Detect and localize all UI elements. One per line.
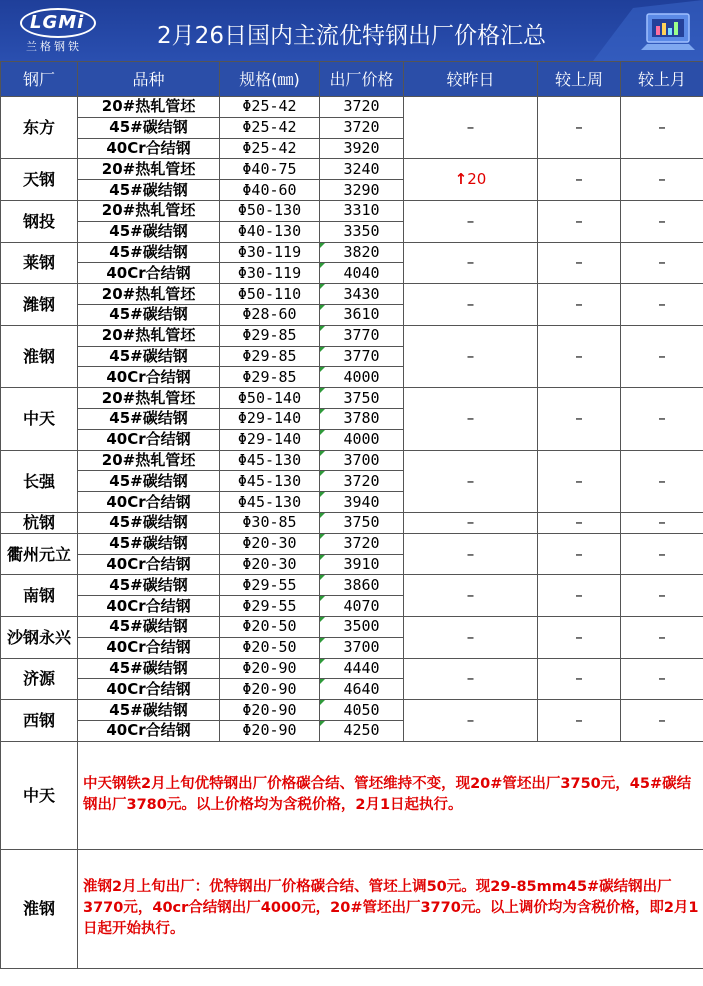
vs-yesterday-cell: – — [404, 533, 538, 575]
column-header-product: 品种 — [78, 62, 220, 97]
product-cell: 45#碳结钢 — [78, 117, 220, 138]
product-cell: 40Cr合结钢 — [78, 367, 220, 388]
price-cell: 3780 — [320, 408, 404, 429]
product-cell: 20#热轧管坯 — [78, 450, 220, 471]
price-cell: 3720 — [320, 471, 404, 492]
price-cell: 3750 — [320, 388, 404, 409]
product-cell: 40Cr合结钢 — [78, 554, 220, 575]
spec-cell: Φ20-90 — [220, 679, 320, 700]
spec-cell: Φ40-75 — [220, 159, 320, 180]
page-header — [0, 0, 703, 61]
product-cell: 40Cr合结钢 — [78, 637, 220, 658]
spec-cell: Φ25-42 — [220, 97, 320, 118]
product-cell: 45#碳结钢 — [78, 346, 220, 367]
spec-cell: Φ20-30 — [220, 533, 320, 554]
vs-last-month-cell: – — [621, 159, 703, 201]
table-row — [1, 388, 703, 409]
vs-last-month-cell: – — [621, 284, 703, 326]
note-row — [1, 849, 703, 968]
spec-cell: Φ50-110 — [220, 284, 320, 305]
price-cell: 4070 — [320, 596, 404, 617]
price-cell: 4250 — [320, 720, 404, 741]
product-cell: 45#碳结钢 — [78, 180, 220, 201]
product-cell: 20#热轧管坯 — [78, 159, 220, 180]
page-title: 2月26日国内主流优特钢出厂价格汇总 — [157, 23, 546, 49]
spec-cell: Φ29-85 — [220, 367, 320, 388]
note-factory-cell: 淮钢 — [1, 849, 78, 968]
vs-last-month-cell: – — [621, 616, 703, 658]
spec-cell: Φ20-90 — [220, 658, 320, 679]
logo-text: LGMi — [30, 12, 85, 33]
vs-last-week-cell: – — [538, 325, 621, 387]
factory-cell: 杭钢 — [1, 512, 78, 533]
spec-cell: Φ45-130 — [220, 471, 320, 492]
table-row — [1, 200, 703, 221]
price-cell: 3720 — [320, 533, 404, 554]
vs-last-month-cell: – — [621, 575, 703, 617]
logo-subtitle: 兰格钢铁 — [26, 40, 82, 53]
factory-cell: 济源 — [1, 658, 78, 700]
table-row — [1, 616, 703, 637]
column-header-price: 出厂价格 — [320, 62, 404, 97]
product-cell: 45#碳结钢 — [78, 471, 220, 492]
product-cell: 40Cr合结钢 — [78, 596, 220, 617]
vs-last-month-cell: – — [621, 658, 703, 700]
table-header-row — [1, 62, 703, 97]
product-cell: 45#碳结钢 — [78, 700, 220, 721]
vs-yesterday-cell: – — [404, 200, 538, 242]
product-cell: 20#热轧管坯 — [78, 388, 220, 409]
computer-graphic-icon — [573, 0, 703, 61]
vs-last-month-cell: – — [621, 97, 703, 159]
spec-cell: Φ25-42 — [220, 117, 320, 138]
vs-last-month-cell: – — [621, 533, 703, 575]
spec-cell: Φ50-140 — [220, 388, 320, 409]
price-cell: 3720 — [320, 117, 404, 138]
spec-cell: Φ45-130 — [220, 492, 320, 513]
price-cell: 3290 — [320, 180, 404, 201]
spec-cell: Φ30-119 — [220, 242, 320, 263]
table-row — [1, 533, 703, 554]
note-text-cell: 中天钢铁2月上旬优特钢出厂价格碳合结、管坯维持不变，现20#管坯出厂3750元，45#碳结钢出厂3780元。以上价格均为含税价格，2月1日起执行。 — [78, 741, 703, 849]
price-cell: 3610 — [320, 304, 404, 325]
price-cell: 3700 — [320, 450, 404, 471]
table-body — [1, 97, 703, 969]
price-cell: 4000 — [320, 429, 404, 450]
product-cell: 45#碳结钢 — [78, 533, 220, 554]
price-cell: 3430 — [320, 284, 404, 305]
product-cell: 45#碳结钢 — [78, 658, 220, 679]
product-cell: 20#热轧管坯 — [78, 325, 220, 346]
price-cell: 3350 — [320, 221, 404, 242]
price-cell: 3770 — [320, 325, 404, 346]
price-cell: 3910 — [320, 554, 404, 575]
price-cell: 4640 — [320, 679, 404, 700]
spec-cell: Φ29-55 — [220, 596, 320, 617]
vs-yesterday-cell: – — [404, 512, 538, 533]
column-header-vs-last-month: 较上月 — [621, 62, 703, 97]
table-row — [1, 512, 703, 533]
product-cell: 40Cr合结钢 — [78, 429, 220, 450]
vs-last-month-cell: – — [621, 325, 703, 387]
spec-cell: Φ50-130 — [220, 200, 320, 221]
vs-yesterday-cell: – — [404, 242, 538, 284]
vs-last-week-cell: – — [538, 533, 621, 575]
vs-last-month-cell: – — [621, 200, 703, 242]
product-cell: 40Cr合结钢 — [78, 679, 220, 700]
product-cell: 40Cr合结钢 — [78, 138, 220, 159]
factory-cell: 衢州元立 — [1, 533, 78, 575]
product-cell: 40Cr合结钢 — [78, 492, 220, 513]
price-cell: 4440 — [320, 658, 404, 679]
vs-yesterday-cell: – — [404, 284, 538, 326]
spec-cell: Φ20-90 — [220, 700, 320, 721]
change-value: 20 — [467, 170, 487, 189]
product-cell: 45#碳结钢 — [78, 575, 220, 596]
vs-last-week-cell: – — [538, 97, 621, 159]
spec-cell: Φ29-55 — [220, 575, 320, 596]
spec-cell: Φ30-119 — [220, 263, 320, 284]
vs-last-week-cell: – — [538, 388, 621, 450]
spec-cell: Φ29-140 — [220, 429, 320, 450]
vs-yesterday-cell — [404, 159, 538, 201]
spec-cell: Φ45-130 — [220, 450, 320, 471]
price-cell: 4000 — [320, 367, 404, 388]
price-cell: 3860 — [320, 575, 404, 596]
vs-last-month-cell: – — [621, 242, 703, 284]
column-header-spec: 规格(㎜) — [220, 62, 320, 97]
vs-last-week-cell: – — [538, 658, 621, 700]
vs-yesterday-cell: – — [404, 325, 538, 387]
price-cell: 3770 — [320, 346, 404, 367]
note-factory-cell: 中天 — [1, 741, 78, 849]
vs-last-week-cell: – — [538, 200, 621, 242]
spec-cell: Φ20-50 — [220, 616, 320, 637]
vs-last-week-cell: – — [538, 159, 621, 201]
product-cell: 20#热轧管坯 — [78, 97, 220, 118]
vs-yesterday-cell: – — [404, 658, 538, 700]
column-header-factory: 钢厂 — [1, 62, 78, 97]
table-row — [1, 325, 703, 346]
spec-cell: Φ30-85 — [220, 512, 320, 533]
product-cell: 45#碳结钢 — [78, 242, 220, 263]
spec-cell: Φ29-140 — [220, 408, 320, 429]
product-cell: 45#碳结钢 — [78, 304, 220, 325]
table-row — [1, 658, 703, 679]
table-row — [1, 575, 703, 596]
spec-cell: Φ20-50 — [220, 637, 320, 658]
vs-last-month-cell: – — [621, 450, 703, 512]
price-cell: 4040 — [320, 263, 404, 284]
note-text-cell: 淮钢2月上旬出厂：优特钢出厂价格碳合结、管坯上调50元。现29-85mm45#碳结钢出厂3770元，40cr合结钢出厂4000元，20#管坯出厂3770元。以上调价均为含税价格，即2月1日起开始执行。 — [78, 849, 703, 968]
spec-cell: Φ40-60 — [220, 180, 320, 201]
vs-last-month-cell: – — [621, 388, 703, 450]
table-row — [1, 159, 703, 180]
vs-yesterday-cell: – — [404, 616, 538, 658]
factory-cell: 西钢 — [1, 700, 78, 742]
price-cell: 3720 — [320, 97, 404, 118]
vs-last-week-cell: – — [538, 616, 621, 658]
price-cell: 3940 — [320, 492, 404, 513]
product-cell: 40Cr合结钢 — [78, 263, 220, 284]
spec-cell: Φ29-85 — [220, 346, 320, 367]
product-cell: 45#碳结钢 — [78, 408, 220, 429]
price-cell: 3310 — [320, 200, 404, 221]
vs-yesterday-cell: – — [404, 700, 538, 742]
spec-cell: Φ20-90 — [220, 720, 320, 741]
factory-cell: 天钢 — [1, 159, 78, 201]
up-arrow-icon: ↑ — [454, 170, 468, 189]
table-row — [1, 242, 703, 263]
price-cell: 3700 — [320, 637, 404, 658]
price-cell: 3240 — [320, 159, 404, 180]
vs-last-week-cell: – — [538, 700, 621, 742]
vs-last-month-cell: – — [621, 700, 703, 742]
table-row — [1, 97, 703, 118]
table-row — [1, 284, 703, 305]
factory-cell: 中天 — [1, 388, 78, 450]
vs-last-week-cell: – — [538, 450, 621, 512]
vs-last-week-cell: – — [538, 512, 621, 533]
product-cell: 20#热轧管坯 — [78, 200, 220, 221]
price-table — [0, 61, 703, 969]
spec-cell: Φ29-85 — [220, 325, 320, 346]
table-row — [1, 450, 703, 471]
spec-cell: Φ28-60 — [220, 304, 320, 325]
vs-yesterday-cell: – — [404, 388, 538, 450]
price-cell: 3820 — [320, 242, 404, 263]
factory-cell: 沙钢永兴 — [1, 616, 78, 658]
factory-cell: 钢投 — [1, 200, 78, 242]
product-cell: 20#热轧管坯 — [78, 284, 220, 305]
factory-cell: 莱钢 — [1, 242, 78, 284]
vs-yesterday-cell: – — [404, 450, 538, 512]
price-cell: 4050 — [320, 700, 404, 721]
vs-last-month-cell: – — [621, 512, 703, 533]
column-header-vs-yesterday: 较昨日 — [404, 62, 538, 97]
factory-cell: 东方 — [1, 97, 78, 159]
price-cell: 3750 — [320, 512, 404, 533]
price-cell: 3500 — [320, 616, 404, 637]
vs-last-week-cell: – — [538, 242, 621, 284]
spec-cell: Φ25-42 — [220, 138, 320, 159]
vs-last-week-cell: – — [538, 575, 621, 617]
vs-yesterday-cell: – — [404, 97, 538, 159]
product-cell: 45#碳结钢 — [78, 512, 220, 533]
product-cell: 40Cr合结钢 — [78, 720, 220, 741]
vs-last-week-cell: – — [538, 284, 621, 326]
table-row — [1, 700, 703, 721]
vs-yesterday-cell: – — [404, 575, 538, 617]
spec-cell: Φ40-130 — [220, 221, 320, 242]
factory-cell: 长强 — [1, 450, 78, 512]
factory-cell: 淮钢 — [1, 325, 78, 387]
column-header-vs-last-week: 较上周 — [538, 62, 621, 97]
price-cell: 3920 — [320, 138, 404, 159]
spec-cell: Φ20-30 — [220, 554, 320, 575]
product-cell: 45#碳结钢 — [78, 221, 220, 242]
note-row — [1, 741, 703, 849]
factory-cell: 潍钢 — [1, 284, 78, 326]
factory-cell: 南钢 — [1, 575, 78, 617]
product-cell: 45#碳结钢 — [78, 616, 220, 637]
